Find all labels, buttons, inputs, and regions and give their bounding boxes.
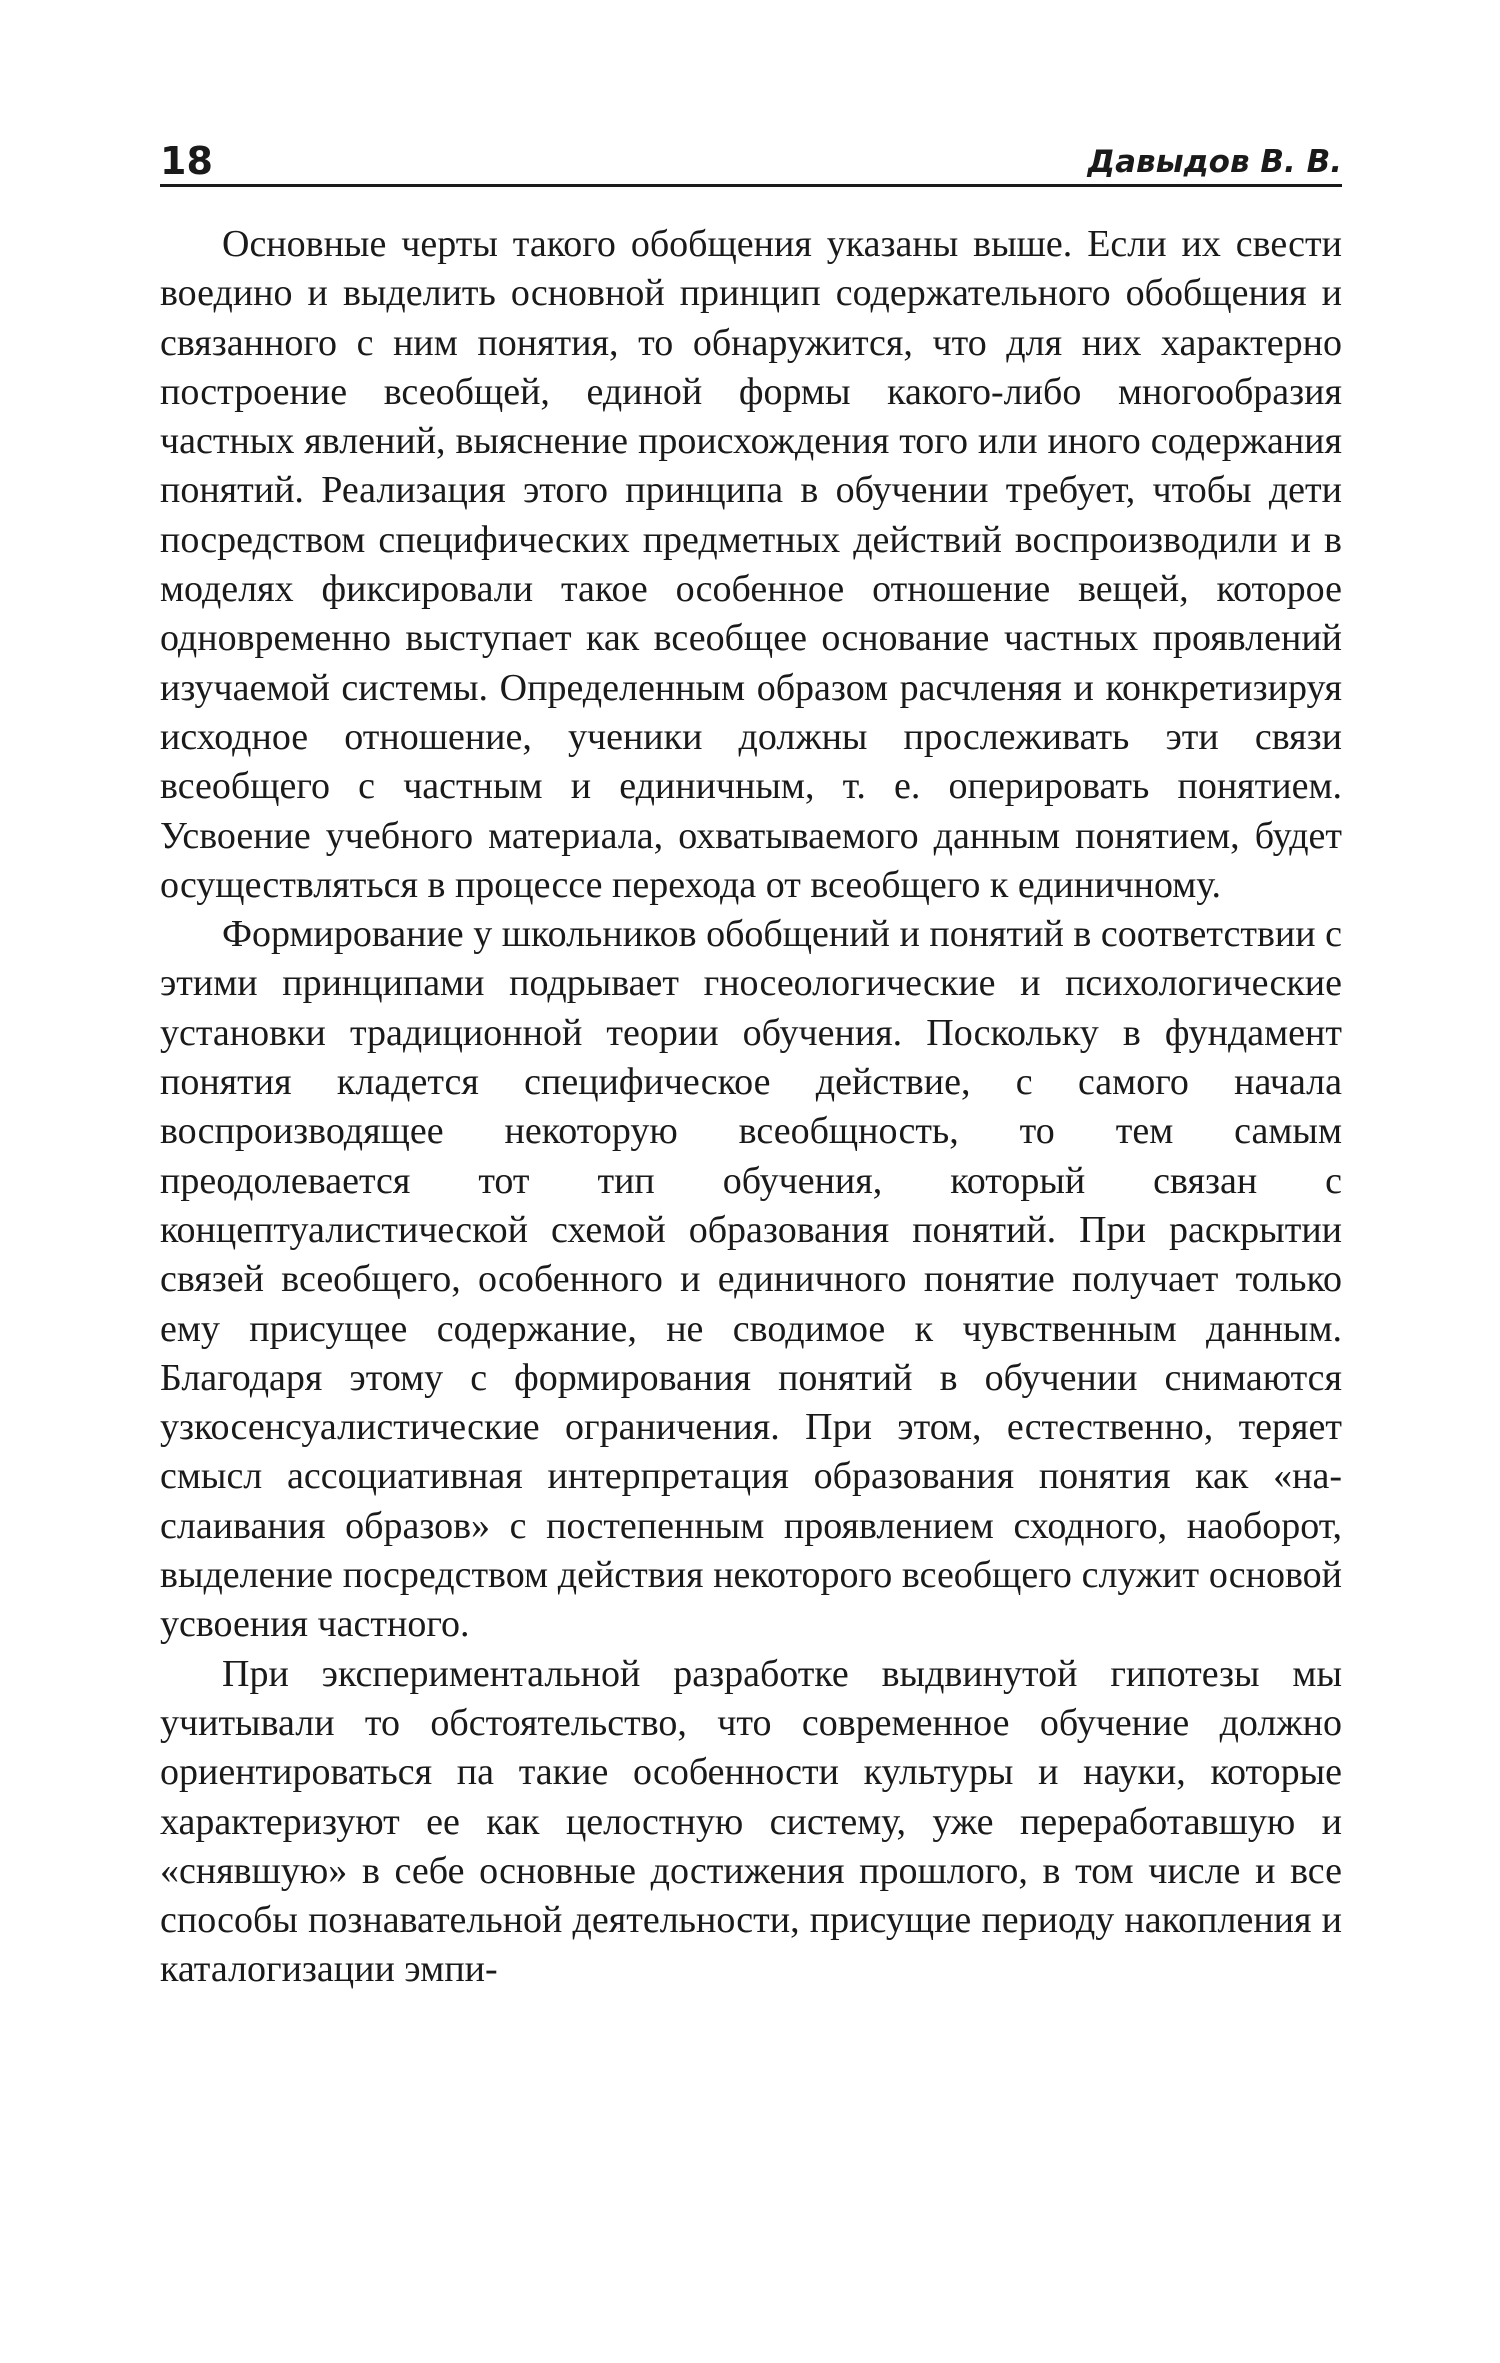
running-header [160, 130, 1342, 187]
running-header-author: Давыдов В. В. [1087, 144, 1342, 180]
paragraph: Основные черты такого обобщения указаны выше. Если их свести воедино и выделить основной принцип содержательного обобщения и связанного с ним понятия, то обнаружится, что для них характерно построение всеобщей, единой формы какого-либо многообразия частных явлений, выяснение происхождения того или иного содержания понятий. Реализация этого принципа в обучении требует, чтобы дети посредством специфических предметных действий воспроизводили и в моделях фиксировали такое особенное отношение вещей, которое одновременно выступает как всеобщее основание частных проявлений изучаемой системы. Определенным образом расчленяя и конкретизируя исходное отношение, ученики должны прослеживать эти связи всеобщего с частным и единичным, т. е. оперировать понятием. Усвоение учебного материала, охватываемого данным понятием, будет осуществляться в процессе перехода от всеобщего к единичному. [160, 223, 1342, 906]
book-page [160, 130, 1342, 1995]
paragraph: Формирование у школьников обобщений и понятий в соответствии с этими принципами подрывает гносеологические и психологические установки традиционной теории обучения. Поскольку в фундамент понятия кладется специфическое действие, с самого начала воспроизводящее некоторую всеобщность, то тем самым преодолевается тот тип обучения, который связан с концептуалистической схемой образования понятий. При раскрытии связей всеобщего, особенного и единичного понятие получает только ему присущее содержание, не сводимое к чувственным данным. Благодаря этому с формирования понятий в обучении снимаются узкосенсуалистические ограничения. При этом, естественно, теряет смысл ассоциативная интерпретация образования понятия как «наслаивания образов» с постепенным проявлением сходного, наоборот, выделение посредством действия некоторого всеобщего служит основой усвоения частного. [160, 913, 1342, 1646]
paragraph: При экспериментальной разработке выдвинутой гипотезы мы учитывали то обстоятельство, что современное обучение должно ориентироваться па такие особенности культуры и науки, которые характеризуют ее как целостную систему, уже переработавшую и «снявшую» в себе основные достижения прошлого, в том числе и все способы познавательной деятельности, присущие периоду накопления и каталогизации эмпи- [160, 1652, 1342, 1991]
body-text [160, 220, 1342, 1995]
page-number: 18 [160, 139, 213, 183]
